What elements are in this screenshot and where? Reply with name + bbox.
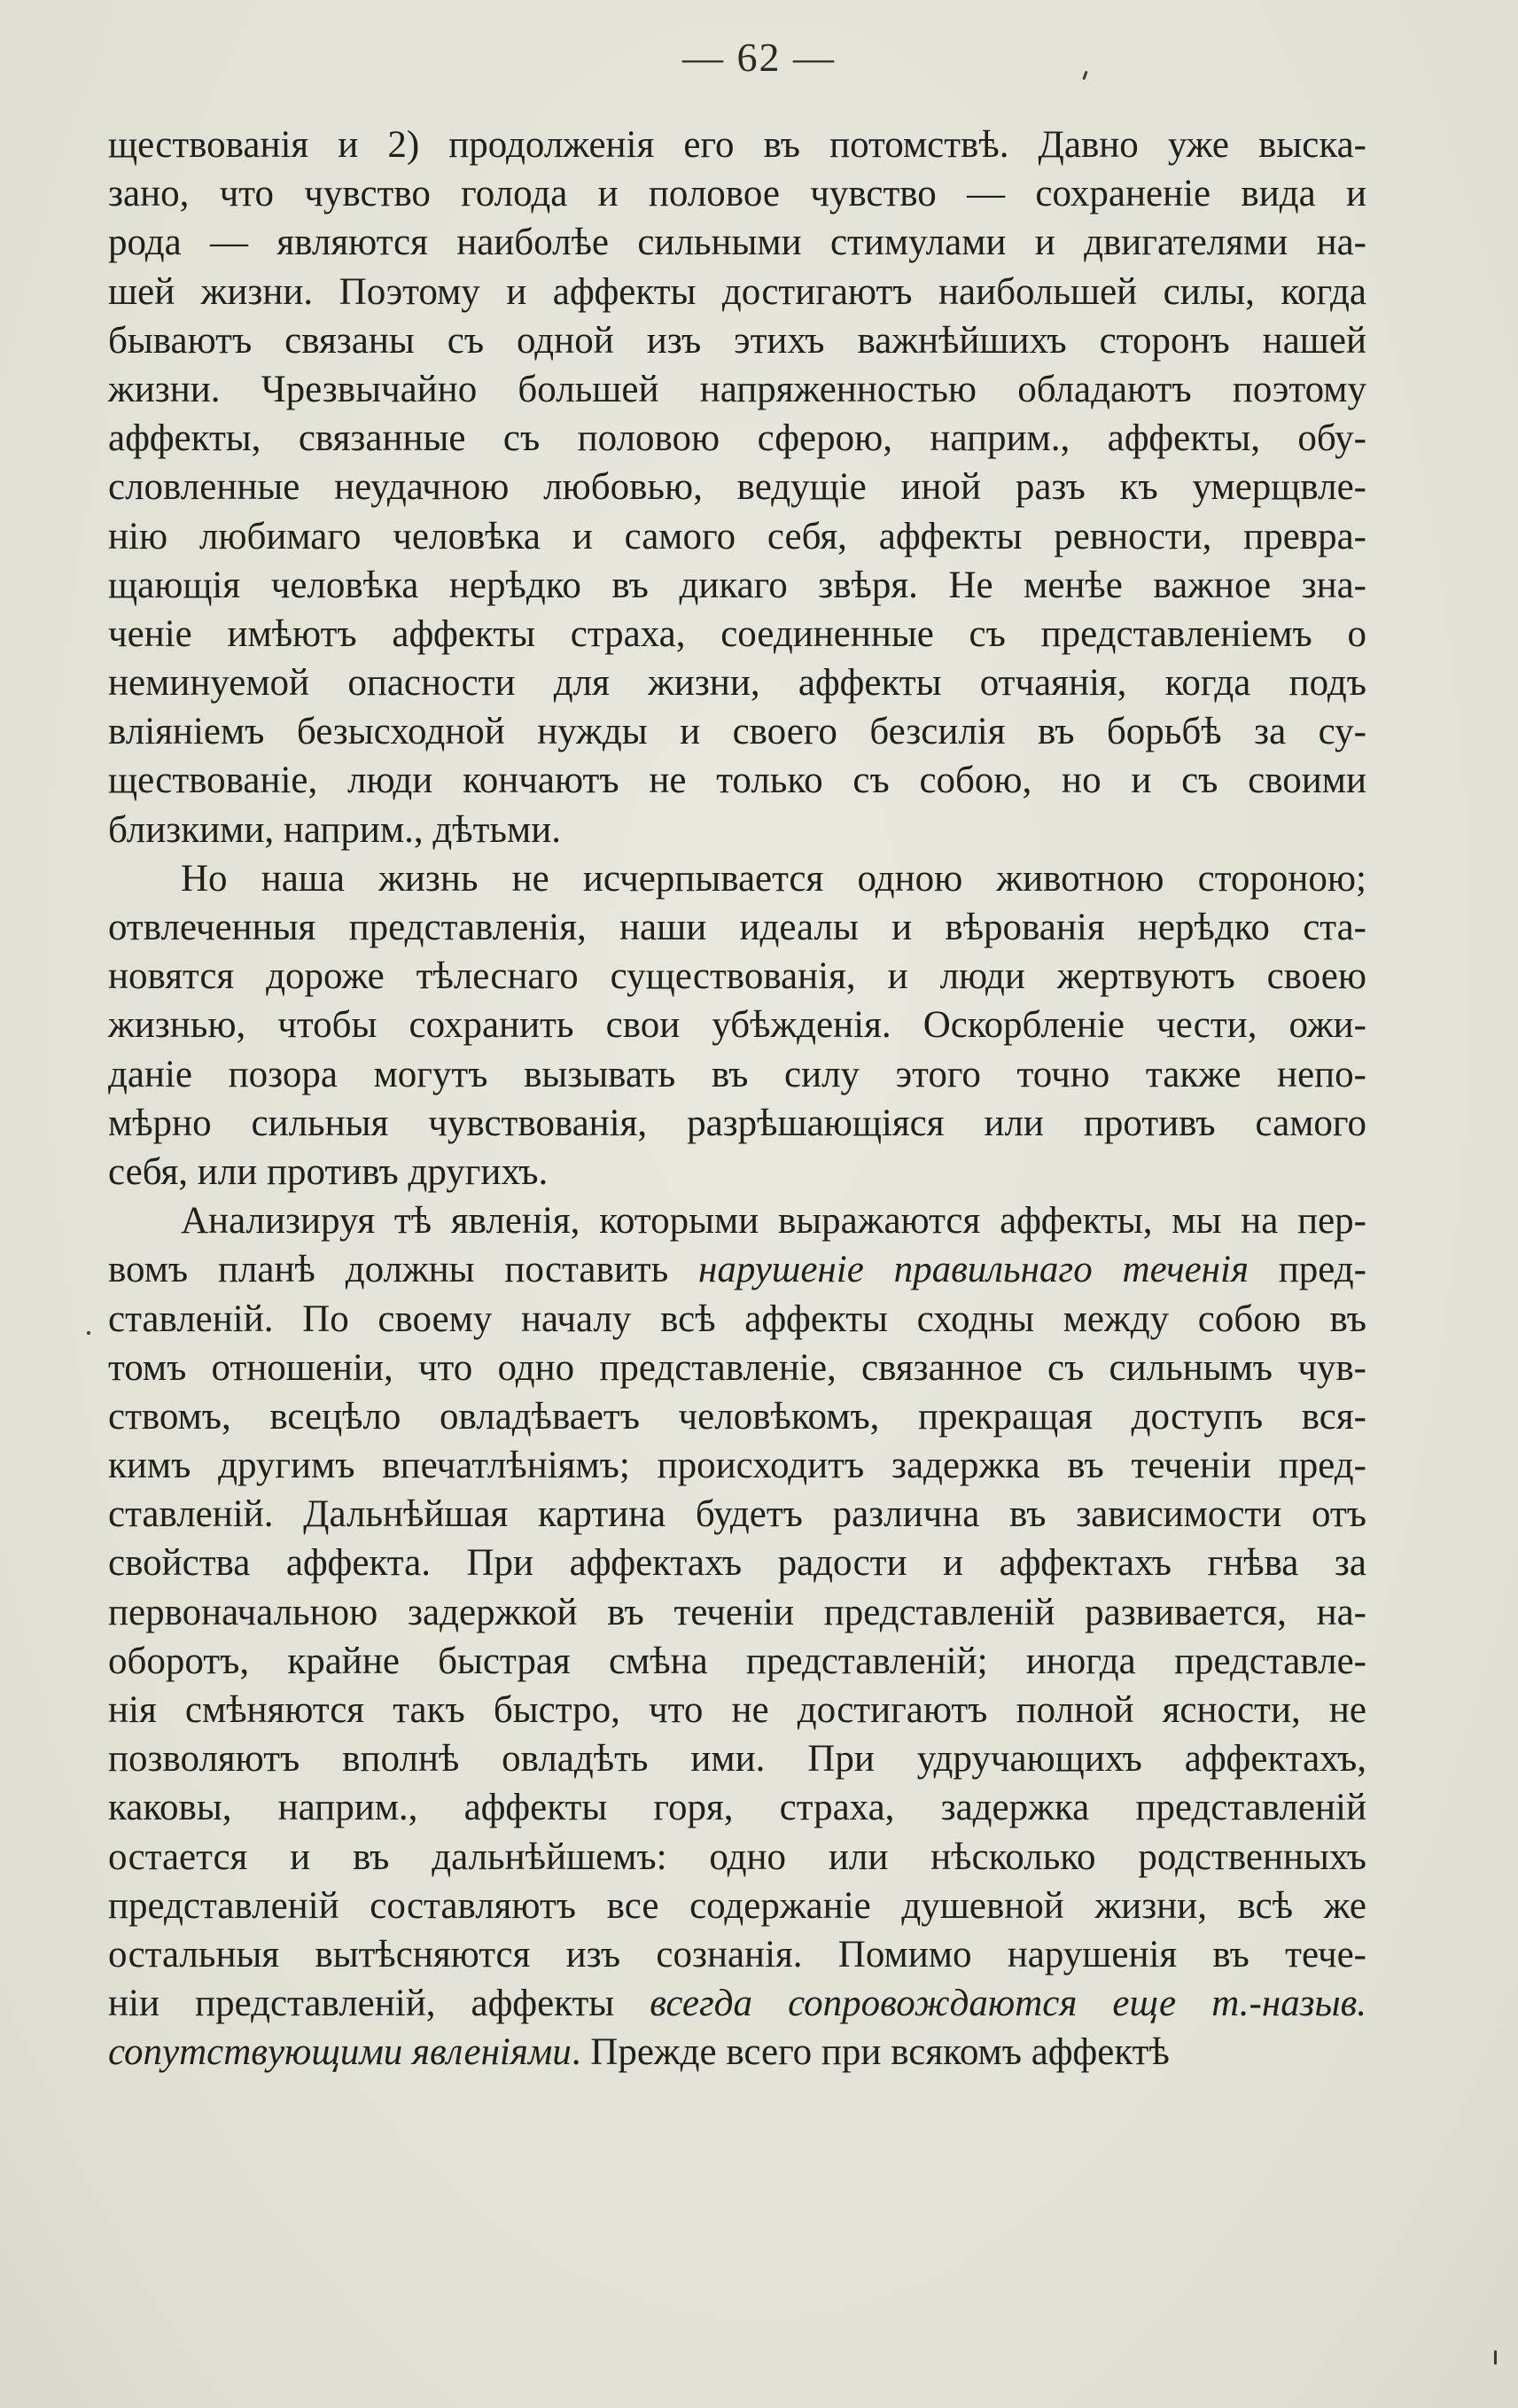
text-line: сопутствующими явленіями. Прежде всего при всякомъ аффектѣ [108, 2031, 1170, 2074]
text-line: кимъ другимъ впечатлѣніямъ; происходитъ задержка въ теченіи пред- [108, 1445, 1366, 1487]
text-line: каковы, наприм., аффекты горя, страха, задержка представленій [108, 1787, 1366, 1829]
text-line: ченіе имѣютъ аффекты страха, соединенные съ представленіемъ о [108, 612, 1366, 655]
print-speck [87, 1331, 90, 1335]
text-line: представленій составляютъ все содержаніе душевной жизни, всѣ же [108, 1884, 1366, 1927]
text-line: близкими, наприм., дѣтьми. [108, 808, 562, 851]
text-line: оборотъ, крайне быстрая смѣна представленій; иногда представле- [108, 1640, 1366, 1682]
emphasis: нарушеніе правильнаго теченія [698, 1249, 1249, 1291]
body-text [108, 121, 1366, 2077]
text-line: вліяніемъ безысходной нужды и своего безсилія въ борьбѣ за су- [108, 711, 1366, 753]
text-line: мѣрно сильныя чувствованія, разрѣшающіяся или противъ самого [108, 1102, 1366, 1144]
text-line: Анализируя тѣ явленія, которыми выражаются аффекты, мы на пер- [181, 1200, 1366, 1243]
text-line: Но наша жизнь не исчерпывается одною животною стороною; [181, 857, 1366, 900]
text-line: остальныя вытѣсняются изъ сознанія. Помимо нарушенія въ тече- [108, 1933, 1366, 1975]
emphasis: всегда сопровождаются еще т.-назыв. [650, 1983, 1367, 2025]
text-line: зано, что чувство голода и половое чувство — сохраненіе вида и [108, 173, 1366, 215]
text-line: позволяютъ вполнѣ овладѣть ими. При удручающихъ аффектахъ, [108, 1738, 1366, 1781]
text-line: вомъ планѣ должны поставить нарушеніе правильнаго теченія пред- [108, 1249, 1367, 1291]
text-line: щающія человѣка нерѣдко въ дикаго звѣря. Не менѣе важное зна- [108, 564, 1366, 606]
text-line: словленные неудачною любовью, ведущіе иной разъ къ умерщвле- [108, 466, 1366, 509]
text-line: жизни. Чрезвычайно большей напряженностью обладаютъ поэтому [108, 368, 1366, 410]
text-line: даніе позора могутъ вызывать въ силу этого точно также непо- [108, 1053, 1366, 1095]
text-line: остается и въ дальнѣйшемъ: одно или нѣсколько родственныхъ [108, 1835, 1366, 1878]
text-line: нію любимаго человѣка и самого себя, аффекты ревности, превра- [108, 515, 1366, 557]
text-line: свойства аффекта. При аффектахъ радости и аффектахъ гнѣва за [108, 1542, 1366, 1585]
text-line: шей жизни. Поэтому и аффекты достигаютъ наибольшей силы, когда [108, 270, 1366, 313]
text-line: жизнью, чтобы сохранить свои убѣжденія. Оскорбленіе чести, ожи- [108, 1004, 1366, 1047]
text-line: ществованіе, люди кончаютъ не только съ собою, но и съ своими [108, 760, 1366, 802]
text-line: ставленій. Дальнѣйшая картина будетъ различна въ зависимости отъ [108, 1493, 1366, 1536]
text-line: аффекты, связанные съ половою сферою, наприм., аффекты, обу- [108, 417, 1366, 460]
text-line: отвлеченныя представленія, наши идеалы и вѣрованія нерѣдко ста- [108, 907, 1366, 948]
print-speck [1494, 2350, 1497, 2365]
text-line: томъ отношеніи, что одно представленіе, связанное съ сильнымъ чув- [108, 1346, 1366, 1389]
text-line: ствомъ, всецѣло овладѣваетъ человѣкомъ, прекращая доступъ вся- [108, 1395, 1366, 1438]
paragraph-3 [108, 1196, 1366, 2077]
text-line: себя, или противъ другихъ. [108, 1150, 549, 1193]
text-line: первоначальною задержкой въ теченіи представленій развивается, на- [108, 1591, 1366, 1633]
text-line: ніи представленій, аффекты всегда сопровождаются еще т.-назыв. [108, 1983, 1367, 2025]
text-line: ставленій. По своему началу всѣ аффекты сходны между собою въ [108, 1298, 1366, 1340]
text-line: новятся дороже тѣлеснаго существованія, и люди жертвуютъ своею [108, 955, 1366, 998]
text-line: неминуемой опасности для жизни, аффекты отчаянія, когда подъ [108, 662, 1366, 705]
text-line: нія смѣняются такъ быстро, что не достигаютъ полной ясности, не [108, 1689, 1366, 1731]
text-line: рода — являются наиболѣе сильными стимулами и двигателями на- [108, 222, 1366, 264]
paragraph-2 [108, 854, 1366, 1196]
text-line: бываютъ связаны съ одной изъ этихъ важнѣйшихъ сторонъ нашей [108, 319, 1366, 362]
paragraph-1 [108, 121, 1366, 854]
emphasis: сопутствующими явленіями [108, 2031, 572, 2074]
text-line: ществованія и 2) продолженія его въ потомствѣ. Давно уже выска- [108, 124, 1366, 166]
page-number: — 62 — [682, 35, 836, 80]
